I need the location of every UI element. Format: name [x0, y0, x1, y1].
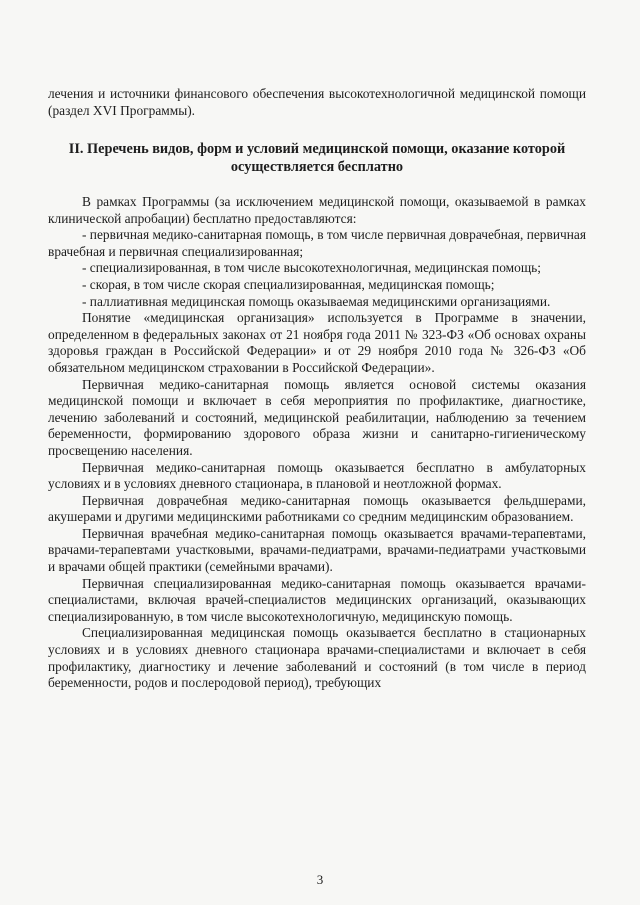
paragraph-primary-care-free: Первичная медико-санитарная помощь оказывается бесплатно в амбулаторных условиях и в условиях дневного стационара, в плановой и неотложной формах.	[48, 459, 586, 492]
paragraph-doctor-care: Первичная врачебная медико-санитарная помощь оказывается врачами-терапевтами, врачами-терапевтами участковыми, врачами-педиатрами, врачами-педиатрами участковыми и врачами общей практики (семейными врачами).	[48, 525, 586, 575]
list-item-palliative-care: - паллиативная медицинская помощь оказываемая медицинскими организациями.	[82, 293, 551, 309]
page-number: 3	[316, 872, 324, 887]
list-item-emergency-care: - скорая, в том числе скорая специализированная, медицинская помощь;	[82, 276, 495, 292]
paragraph-specialized-care: Специализированная медицинская помощь оказывается бесплатно в стационарных условиях и в условиях дневного стационара врачами-специалистами и включает в себя профилактику, диагностику и лечение заболеваний и состояний (в том числе в период беременности, родов и послеродовой период), требующих	[48, 625, 586, 691]
paragraph-pre-doctor-care: Первичная доврачебная медико-санитарная помощь оказывается фельдшерами, акушерами и другими медицинскими работниками со средним медицинским образованием.	[48, 492, 586, 525]
paragraph-programme-scope: В рамках Программы (за исключением медицинской помощи, оказываемой в рамках клинической апробации) бесплатно предоставляются:	[48, 194, 586, 226]
paragraph-primary-care-basis: Первичная медико-санитарная помощь является основой системы оказания медицинской помощи и включает в себя мероприятия по профилактике, диагностике, лечению заболеваний и состояний, медицинской реабилитации, наблюдению за течением беременности, формированию здорового образа жизни и санитарно-гигиеническому просвещению населения.	[48, 376, 586, 458]
list-item-primary-care: - первичная медико-санитарная помощь, в том числе первичная доврачебная, первичная врачебная и первичная специализированная;	[48, 227, 586, 259]
intro-paragraph: лечения и источники финансового обеспечения высокотехнологичной медицинской помощи (раздел XVI Программы).	[48, 86, 586, 118]
section-heading: II. Перечень видов, форм и условий медицинской помощи, оказание которой осуществляется бесплатно	[68, 141, 566, 175]
paragraph-specialist-primary-care: Первичная специализированная медико-санитарная помощь оказывается врачами-специалистами, включая врачей-специалистов медицинских организаций, оказывающих специализированную, в том числе высокотехнологичную, медицинскую помощь.	[48, 575, 586, 624]
paragraph-medical-organization: Понятие «медицинская организация» используется в Программе в значении, определенном в федеральных законах от 21 ноября года 2011 № 323-ФЗ «Об основах охраны здоровья граждан в Российской Федерации» и от 29 ноября 2010 года № 326-ФЗ «Об обязательном медицинском страховании в Российской Федерации».	[48, 310, 586, 375]
list-item-specialized-care: - специализированная, в том числе высокотехнологичная, медицинская помощь;	[82, 260, 541, 276]
page-content	[48, 86, 586, 692]
